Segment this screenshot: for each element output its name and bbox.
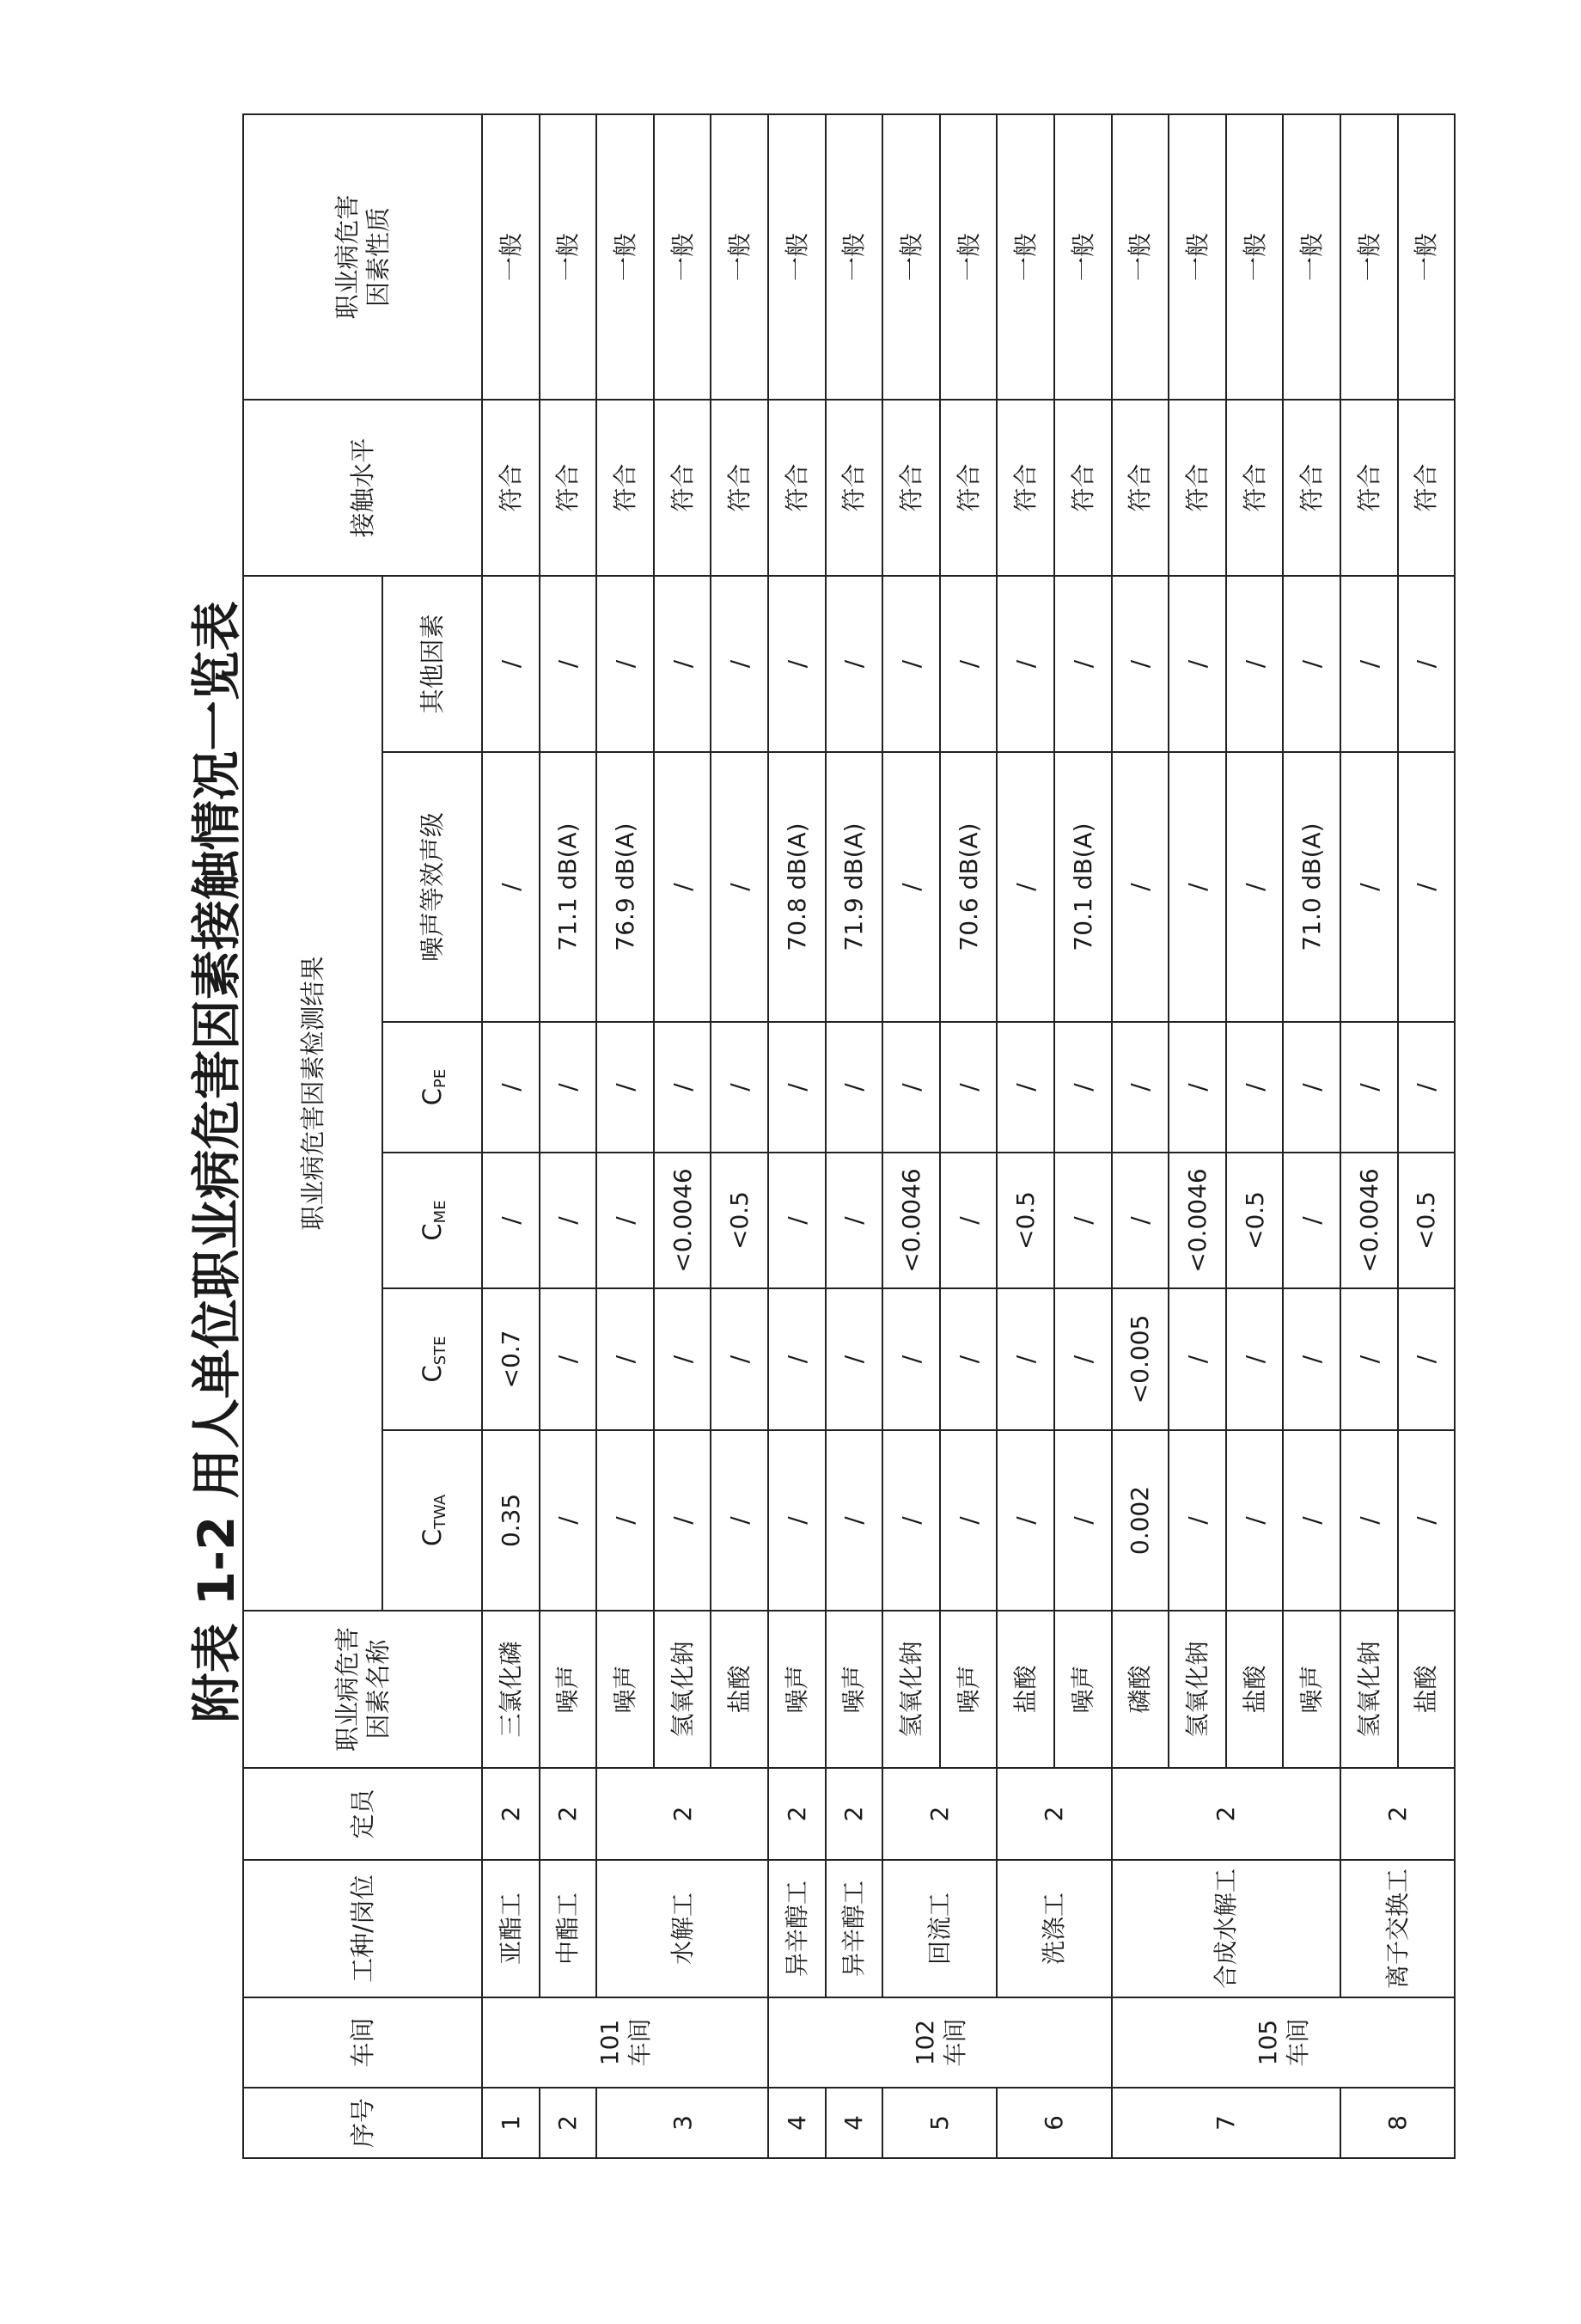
other-cell: /	[1283, 576, 1340, 752]
cpe-cell: /	[1226, 1022, 1284, 1153]
cme-cell: <0.5	[1226, 1153, 1284, 1288]
header-seq: 序号	[243, 2088, 482, 2158]
seq-cell: 8	[1340, 2088, 1455, 2158]
factor-cell: 噪声	[540, 1611, 597, 1768]
job-cell: 回流工	[882, 1860, 997, 1997]
nature-cell: 一般	[1169, 114, 1226, 400]
nature-cell: 一般	[711, 114, 768, 400]
exposure-cell: 符合	[1169, 400, 1226, 576]
exposure-cell: 符合	[1398, 400, 1456, 576]
exposure-cell: 符合	[768, 400, 826, 576]
seq-cell: 3	[596, 2088, 768, 2158]
cste-cell: /	[1054, 1288, 1112, 1430]
seq-cell: 2	[540, 2088, 597, 2158]
staff-cell: 2	[482, 1768, 540, 1860]
cme-cell: /	[940, 1153, 998, 1288]
job-cell: 异辛醇工	[826, 1860, 883, 1997]
cpe-cell: /	[654, 1022, 711, 1153]
noise-cell: 71.9 dB(A)	[826, 752, 883, 1022]
ctwa-cell: /	[1054, 1430, 1112, 1611]
job-cell: 水解工	[596, 1860, 768, 1997]
ctwa-cell: /	[540, 1430, 597, 1611]
cste-cell: /	[1398, 1288, 1456, 1430]
other-cell: /	[940, 576, 998, 752]
factor-cell: 噪声	[768, 1611, 826, 1768]
staff-cell: 2	[768, 1768, 826, 1860]
staff-cell: 2	[882, 1768, 997, 1860]
other-cell: /	[882, 576, 940, 752]
cme-cell: /	[1112, 1153, 1169, 1288]
noise-cell: /	[1340, 752, 1398, 1022]
staff-cell: 2	[997, 1768, 1111, 1860]
cste-cell: /	[711, 1288, 768, 1430]
cme-cell: <0.0046	[1169, 1153, 1226, 1288]
factor-cell: 磷酸	[1112, 1611, 1169, 1768]
cste-cell: <0.005	[1112, 1288, 1169, 1430]
header-cme: $C_{ME}$	[382, 1153, 482, 1288]
cste-cell: /	[826, 1288, 883, 1430]
noise-cell: /	[1398, 752, 1456, 1022]
ctwa-cell: /	[826, 1430, 883, 1611]
exposure-cell: 符合	[596, 400, 654, 576]
seq-cell: 4	[826, 2088, 883, 2158]
seq-cell: 6	[997, 2088, 1111, 2158]
factor-cell: 噪声	[1054, 1611, 1112, 1768]
noise-cell: /	[997, 752, 1054, 1022]
exposure-cell: 符合	[1054, 400, 1112, 576]
header-staff: 定员	[243, 1768, 482, 1860]
header-noise-level: 噪声等效声级	[382, 752, 482, 1022]
cme-cell: <0.5	[1398, 1153, 1456, 1288]
noise-cell: 76.9 dB(A)	[596, 752, 654, 1022]
cpe-cell: /	[768, 1022, 826, 1153]
noise-cell: 70.6 dB(A)	[940, 752, 998, 1022]
exposure-cell: 符合	[940, 400, 998, 576]
ctwa-cell: /	[596, 1430, 654, 1611]
nature-cell: 一般	[1283, 114, 1340, 400]
header-ctwa: $C_{TWA}$	[382, 1430, 482, 1611]
nature-cell: 一般	[540, 114, 597, 400]
header-result-group: 职业病危害因素检测结果	[243, 576, 382, 1611]
exposure-cell: 符合	[997, 400, 1054, 576]
cpe-cell: /	[1398, 1022, 1456, 1153]
job-cell: 合成水解工	[1112, 1860, 1340, 1997]
ctwa-cell: /	[768, 1430, 826, 1611]
staff-cell: 2	[596, 1768, 768, 1860]
header-other-factors: 其他因素	[382, 576, 482, 752]
factor-cell: 三氯化磷	[482, 1611, 540, 1768]
ctwa-cell: /	[882, 1430, 940, 1611]
cpe-cell: /	[711, 1022, 768, 1153]
factor-cell: 氢氧化钠	[882, 1611, 940, 1768]
cme-cell: /	[596, 1153, 654, 1288]
ctwa-cell: /	[1340, 1430, 1398, 1611]
other-cell: /	[1340, 576, 1398, 752]
other-cell: /	[596, 576, 654, 752]
other-cell: /	[997, 576, 1054, 752]
job-cell: 洗涤工	[997, 1860, 1111, 1997]
nature-cell: 一般	[826, 114, 883, 400]
cste-cell: /	[768, 1288, 826, 1430]
seq-cell: 4	[768, 2088, 826, 2158]
exposure-cell: 符合	[1226, 400, 1284, 576]
noise-cell: /	[1226, 752, 1284, 1022]
cpe-cell: /	[1283, 1022, 1340, 1153]
other-cell: /	[1169, 576, 1226, 752]
cme-cell: /	[1054, 1153, 1112, 1288]
header-cste: $C_{STE}$	[382, 1288, 482, 1430]
nature-cell: 一般	[940, 114, 998, 400]
cste-cell: /	[1169, 1288, 1226, 1430]
other-cell: /	[540, 576, 597, 752]
ctwa-cell: /	[654, 1430, 711, 1611]
cme-cell: /	[482, 1153, 540, 1288]
cme-cell: /	[768, 1153, 826, 1288]
seq-cell: 5	[882, 2088, 997, 2158]
cpe-cell: /	[1169, 1022, 1226, 1153]
other-cell: /	[768, 576, 826, 752]
exposure-cell: 符合	[826, 400, 883, 576]
other-cell: /	[1112, 576, 1169, 752]
other-cell: /	[654, 576, 711, 752]
ctwa-cell: /	[1169, 1430, 1226, 1611]
noise-cell: /	[1112, 752, 1169, 1022]
cme-cell: <0.0046	[882, 1153, 940, 1288]
header-workshop: 车间	[243, 1997, 482, 2088]
ctwa-cell: /	[1226, 1430, 1284, 1611]
factor-cell: 噪声	[826, 1611, 883, 1768]
factor-cell: 噪声	[940, 1611, 998, 1768]
ctwa-cell: /	[1283, 1430, 1340, 1611]
cste-cell: <0.7	[482, 1288, 540, 1430]
header-factor-nature: 职业病危害 因素性质	[243, 114, 482, 400]
cme-cell: /	[1283, 1153, 1340, 1288]
nature-cell: 一般	[1112, 114, 1169, 400]
job-cell: 中酯工	[540, 1860, 597, 1997]
cpe-cell: /	[1054, 1022, 1112, 1153]
workshop-cell: 105 车间	[1112, 1997, 1456, 2088]
factor-cell: 盐酸	[711, 1611, 768, 1768]
other-cell: /	[1054, 576, 1112, 752]
nature-cell: 一般	[1054, 114, 1112, 400]
cpe-cell: /	[596, 1022, 654, 1153]
exposure-cell: 符合	[1283, 400, 1340, 576]
cpe-cell: /	[482, 1022, 540, 1153]
ctwa-cell: /	[1398, 1430, 1456, 1611]
staff-cell: 2	[1112, 1768, 1340, 1860]
cme-cell: <0.5	[997, 1153, 1054, 1288]
noise-cell: 71.0 dB(A)	[1283, 752, 1340, 1022]
exposure-cell: 符合	[1340, 400, 1398, 576]
job-cell: 亚酯工	[482, 1860, 540, 1997]
factor-cell: 噪声	[596, 1611, 654, 1768]
factor-cell: 噪声	[1283, 1611, 1340, 1768]
workshop-cell: 101 车间	[482, 1997, 768, 2088]
ctwa-cell: 0.35	[482, 1430, 540, 1611]
job-cell: 离子交换工	[1340, 1860, 1455, 1997]
factor-cell: 盐酸	[997, 1611, 1054, 1768]
exposure-cell: 符合	[1112, 400, 1169, 576]
cpe-cell: /	[1112, 1022, 1169, 1153]
noise-cell: /	[482, 752, 540, 1022]
factor-cell: 氢氧化钠	[654, 1611, 711, 1768]
other-cell: /	[1226, 576, 1284, 752]
exposure-cell: 符合	[540, 400, 597, 576]
cme-cell: <0.0046	[654, 1153, 711, 1288]
cste-cell: /	[596, 1288, 654, 1430]
noise-cell: 71.1 dB(A)	[540, 752, 597, 1022]
cpe-cell: /	[1340, 1022, 1398, 1153]
nature-cell: 一般	[1398, 114, 1456, 400]
staff-cell: 2	[1340, 1768, 1455, 1860]
cste-cell: /	[882, 1288, 940, 1430]
cme-cell: /	[540, 1153, 597, 1288]
cste-cell: /	[940, 1288, 998, 1430]
cste-cell: /	[1340, 1288, 1398, 1430]
other-cell: /	[826, 576, 883, 752]
ctwa-cell: /	[711, 1430, 768, 1611]
other-cell: /	[711, 576, 768, 752]
cme-cell: <0.5	[711, 1153, 768, 1288]
cste-cell: /	[654, 1288, 711, 1430]
factor-cell: 盐酸	[1226, 1611, 1284, 1768]
noise-cell: /	[654, 752, 711, 1022]
noise-cell: /	[1169, 752, 1226, 1022]
cste-cell: /	[1226, 1288, 1284, 1430]
cpe-cell: /	[540, 1022, 597, 1153]
header-cpe: $C_{PE}$	[382, 1022, 482, 1153]
cste-cell: /	[997, 1288, 1054, 1430]
ctwa-cell: /	[997, 1430, 1054, 1611]
nature-cell: 一般	[882, 114, 940, 400]
other-cell: /	[1398, 576, 1456, 752]
factor-cell: 氢氧化钠	[1340, 1611, 1398, 1768]
nature-cell: 一般	[768, 114, 826, 400]
cste-cell: /	[1283, 1288, 1340, 1430]
nature-cell: 一般	[1226, 114, 1284, 400]
nature-cell: 一般	[596, 114, 654, 400]
noise-cell: 70.8 dB(A)	[768, 752, 826, 1022]
exposure-table	[242, 113, 1456, 2159]
exposure-cell: 符合	[711, 400, 768, 576]
nature-cell: 一般	[482, 114, 540, 400]
noise-cell: /	[882, 752, 940, 1022]
cme-cell: <0.0046	[1340, 1153, 1398, 1288]
cpe-cell: /	[882, 1022, 940, 1153]
ctwa-cell: 0.002	[1112, 1430, 1169, 1611]
cpe-cell: /	[940, 1022, 998, 1153]
noise-cell: /	[711, 752, 768, 1022]
nature-cell: 一般	[654, 114, 711, 400]
header-job: 工种/岗位	[243, 1860, 482, 1997]
other-cell: /	[482, 576, 540, 752]
nature-cell: 一般	[1340, 114, 1398, 400]
staff-cell: 2	[826, 1768, 883, 1860]
cme-cell: /	[826, 1153, 883, 1288]
seq-cell: 1	[482, 2088, 540, 2158]
header-factor-name: 职业病危害 因素名称	[243, 1611, 482, 1768]
ctwa-cell: /	[940, 1430, 998, 1611]
nature-cell: 一般	[997, 114, 1054, 400]
cpe-cell: /	[826, 1022, 883, 1153]
header-exposure-level: 接触水平	[243, 400, 482, 576]
factor-cell: 盐酸	[1398, 1611, 1456, 1768]
cpe-cell: /	[997, 1022, 1054, 1153]
factor-cell: 氢氧化钠	[1169, 1611, 1226, 1768]
workshop-cell: 102 车间	[768, 1997, 1112, 2088]
seq-cell: 7	[1112, 2088, 1340, 2158]
exposure-cell: 符合	[482, 400, 540, 576]
staff-cell: 2	[540, 1768, 597, 1860]
noise-cell: 70.1 dB(A)	[1054, 752, 1112, 1022]
job-cell: 异辛醇工	[768, 1860, 826, 1997]
page-title: 附表 1-2 用人单位职业病危害因素接触情况一览表	[187, 601, 246, 1723]
exposure-cell: 符合	[882, 400, 940, 576]
cste-cell: /	[540, 1288, 597, 1430]
exposure-cell: 符合	[654, 400, 711, 576]
